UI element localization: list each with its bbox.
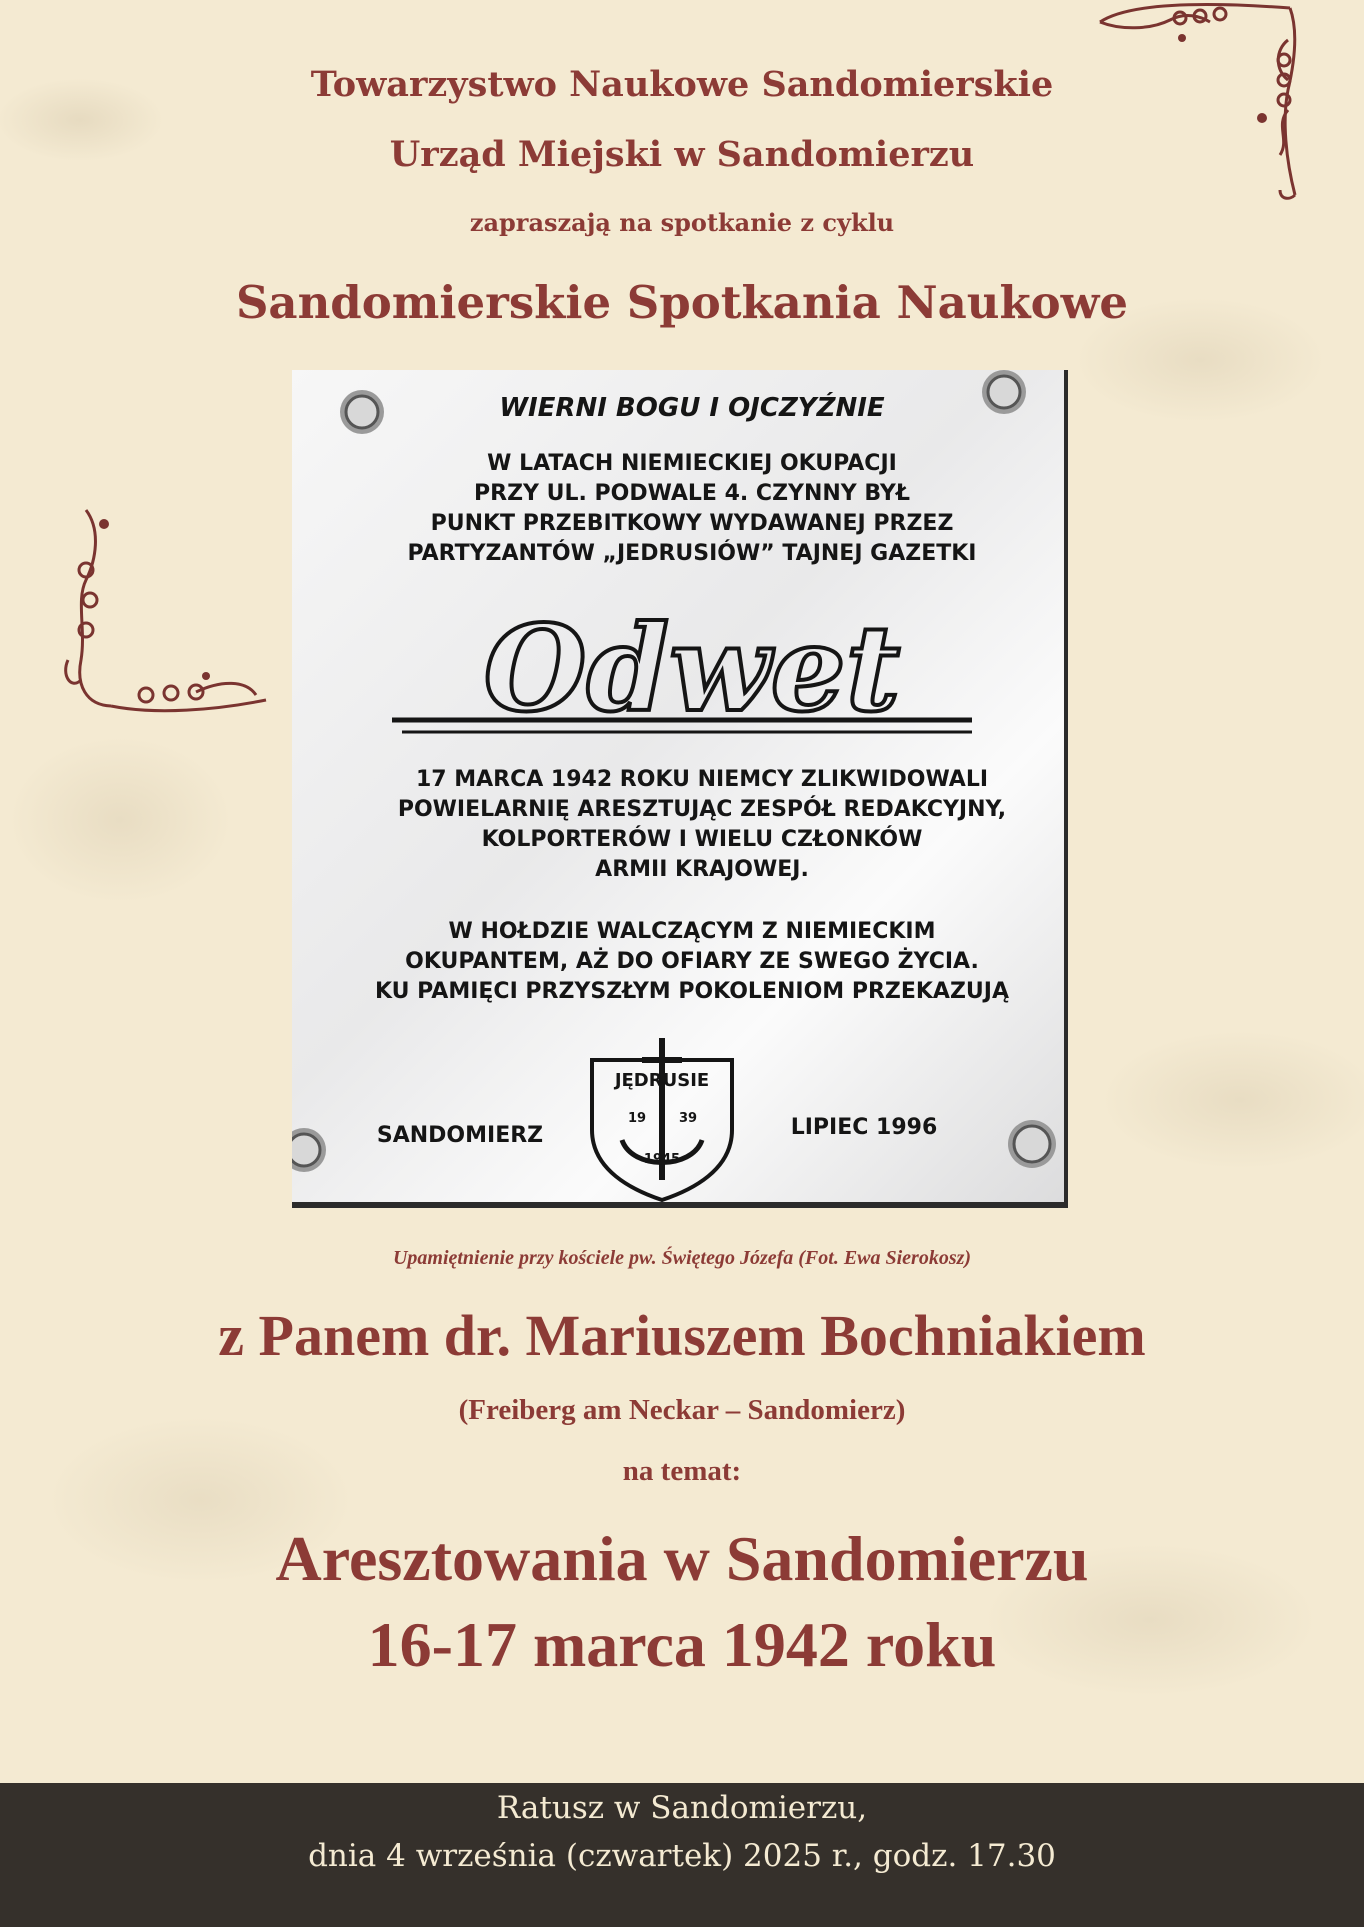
plaque-line: KOLPORTERÓW I WIELU CZŁONKÓW (481, 827, 923, 852)
plaque-line: KU PAMIĘCI PRZYSZŁYM POKOLENIOM PRZEKAZUJĄ (375, 979, 1009, 1004)
invitation-text: zapraszają na spotkanie z cyklu (469, 208, 895, 237)
plaque-line: W LATACH NIEMIECKIEJ OKUPACJI (487, 451, 897, 476)
plaque-screw-icon (340, 390, 384, 434)
plaque-line: PRZY UL. PODWALE 4. CZYNNY BYŁ (474, 481, 910, 506)
emblem-year-left: 19 (627, 1111, 647, 1126)
plaque-screw-icon (982, 370, 1026, 414)
flourish-left-icon (56, 500, 276, 720)
plaque-screw-icon (1008, 1120, 1056, 1168)
newspaper-logo: Odwet (483, 599, 901, 738)
plaque-photo (292, 370, 1068, 1208)
emblem-year-bottom: 1945 (643, 1152, 681, 1167)
plaque-motto: WIERNI BOGU I OJCZYŹNIE (499, 393, 885, 423)
photo-caption: Upamiętnienie przy kościele pw. Świętego Józefa (Fot. Ewa Sierokosz) (392, 1247, 972, 1269)
plaque-line: W HOŁDZIE WALCZĄCYM Z NIEMIECKIM (448, 919, 936, 944)
cycle-name: Sandomierskie Spotkania Naukowe (235, 276, 1129, 329)
speaker-location: (Freiberg am Neckar – Sandomierz) (458, 1394, 906, 1426)
plaque-screw-icon (292, 1128, 326, 1172)
plaque-date: LIPIEC 1996 (790, 1115, 938, 1140)
plaque-line: PARTYZANTÓW „JEDRUSIÓW” TAJNEJ GAZETKI (407, 541, 977, 566)
flourish-top-right-icon (1090, 0, 1310, 210)
emblem-name: JĘDRUSIE (614, 1070, 710, 1091)
footer-datetime: dnia 4 września (czwartek) 2025 r., godz. 17.30 (308, 1838, 1056, 1874)
footer-venue: Ratusz w Sandomierzu, (496, 1790, 868, 1826)
plaque-line: POWIELARNIĘ ARESZTUJĄC ZESPÓŁ REDAKCYJNY, (397, 797, 1007, 822)
plaque-line: 17 MARCA 1942 ROKU NIEMCY ZLIKWIDOWALI (415, 767, 989, 792)
speaker-name: z Panem dr. Mariuszem Bochniakiem (218, 1303, 1146, 1368)
anchor-cross-emblem-icon (592, 1038, 732, 1200)
organizer-2: Urząd Miejski w Sandomierzu (389, 134, 975, 175)
lecture-title-line-1: Aresztowania w Sandomierzu (275, 1523, 1089, 1594)
emblem-year-right: 39 (678, 1111, 698, 1126)
plaque-line: OKUPANTEM, AŻ DO OFIARY ZE SWEGO ŻYCIA. (405, 949, 979, 974)
plaque-line: ARMII KRAJOWEJ. (595, 857, 809, 882)
topic-label: na temat: (622, 1455, 742, 1487)
plaque-line: PUNKT PRZEBITKOWY WYDAWANEJ PRZEZ (430, 511, 954, 536)
plaque-place: SANDOMIERZ (376, 1123, 544, 1148)
organizer-1: Towarzystwo Naukowe Sandomierskie (310, 64, 1054, 105)
lecture-title-line-2: 16-17 marca 1942 roku (367, 1609, 997, 1680)
